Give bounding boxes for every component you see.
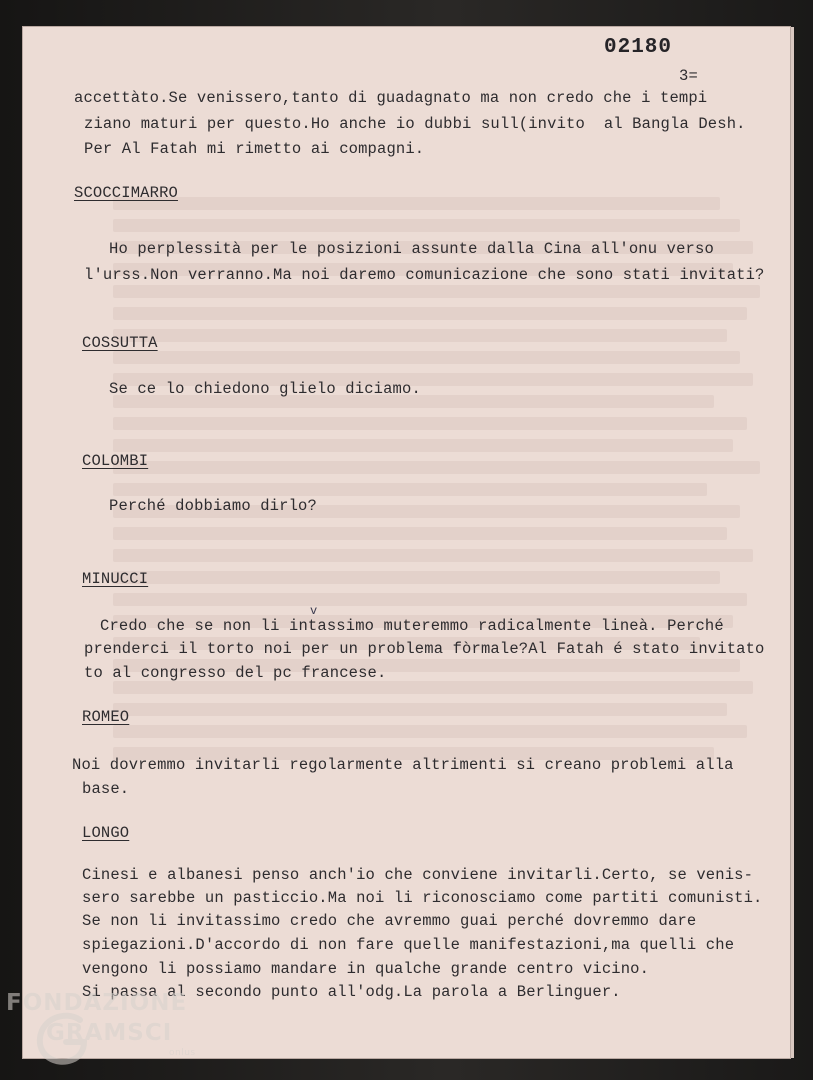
speaker-heading: COSSUTTA bbox=[82, 334, 158, 352]
text-line: l'urss.Non verranno.Ma noi daremo comunicazione che sono stati invitati? bbox=[84, 266, 765, 284]
text-line: Noi dovremmo invitarli regolarmente altrimenti si creano problemi alla bbox=[72, 756, 734, 774]
margin-check-mark: v bbox=[310, 604, 318, 618]
fondazione-gramsci-watermark bbox=[6, 990, 216, 1070]
text-line: Perché dobbiamo dirlo? bbox=[109, 497, 317, 515]
text-line: spiegazioni.D'accordo di non fare quelle manifestazioni,ma quelli che bbox=[82, 936, 735, 954]
speaker-heading: ROMEO bbox=[82, 708, 130, 726]
watermark-line3: onlus bbox=[169, 1048, 196, 1058]
text-line: base. bbox=[82, 780, 130, 798]
text-line: Credo che se non li intassimo muteremmo radicalmente lineà. Perché bbox=[100, 617, 724, 635]
speaker-heading: MINUCCI bbox=[82, 570, 149, 588]
watermark-line2: GRAMSCI bbox=[46, 1020, 173, 1046]
text-line: sero sarebbe un pasticcio.Ma noi li riconosciamo come partiti comunisti. bbox=[82, 889, 763, 907]
text-line: prenderci il torto noi per un problema fòrmale?Al Fatah é stato invitato bbox=[84, 640, 765, 658]
watermark-line1: FONDAZIONE bbox=[6, 990, 188, 1016]
document-number: 02180 bbox=[604, 36, 673, 59]
text-line: vengono li possiamo mandare in qualche grande centro vicino. bbox=[82, 960, 650, 978]
document-page bbox=[23, 27, 790, 1058]
text-line: accettàto.Se venissero,tanto di guadagnato ma non credo che i tempi bbox=[74, 89, 708, 107]
paper-edge bbox=[790, 27, 794, 1058]
text-line: Per Al Fatah mi rimetto ai compagni. bbox=[84, 140, 425, 158]
text-line: Si passa al secondo punto all'odg.La parola a Berlinguer. bbox=[82, 983, 621, 1001]
text-line: Ho perplessità per le posizioni assunte dalla Cina all'onu verso bbox=[109, 240, 714, 258]
text-line: Se non li invitassimo credo che avremmo guai perché dovremmo dare bbox=[82, 912, 697, 930]
speaker-heading: COLOMBI bbox=[82, 452, 149, 470]
text-line: Cinesi e albanesi penso anch'io che conviene invitarli.Certo, se venis- bbox=[82, 866, 754, 884]
speaker-heading: LONGO bbox=[82, 824, 130, 842]
text-line: ziano maturi per questo.Ho anche io dubbi sull(invito al Bangla Desh. bbox=[84, 115, 746, 133]
text-line: Se ce lo chiedono glielo diciamo. bbox=[109, 380, 421, 398]
text-line: to al congresso del pc francese. bbox=[84, 664, 387, 682]
page-number-mark: 3= bbox=[679, 67, 698, 85]
speaker-heading: SCOCCIMARRO bbox=[74, 184, 178, 202]
